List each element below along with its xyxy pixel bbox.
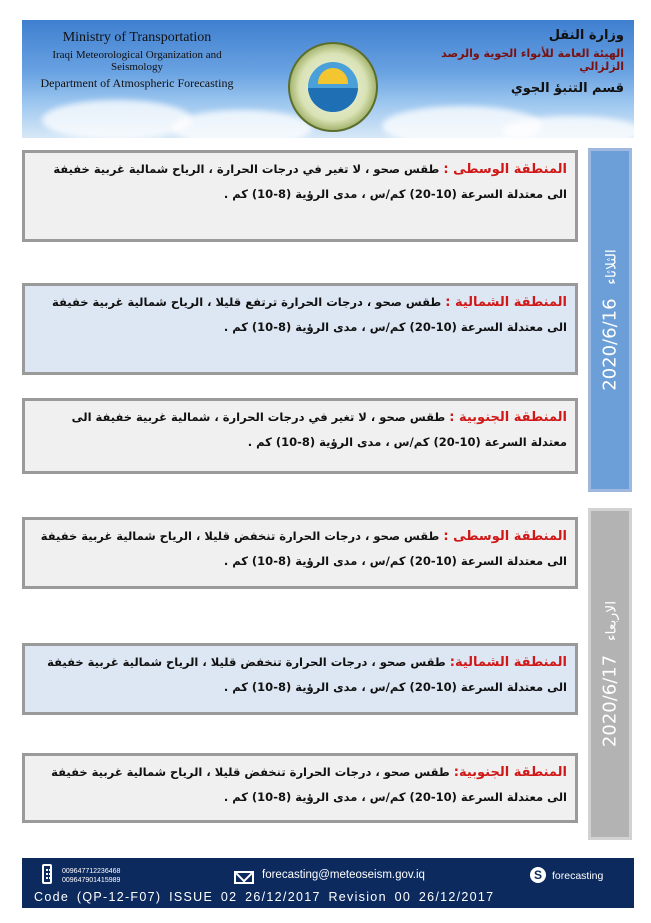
logo-emblem bbox=[308, 62, 358, 112]
organization-name-en: Iraqi Meteorological Organization and Seismology bbox=[52, 49, 222, 73]
forecast-text: طقس صحو ، لا تغير في درجات الحرارة ، الرياح شمالية غربية خفيفة الى معتدلة السرعة (10-20) كم/س ، مدى الرؤية (8-10) كم . bbox=[53, 162, 567, 201]
forecast-south-day1 bbox=[22, 398, 578, 474]
region-name: المنطقة الشمالية : bbox=[445, 295, 567, 310]
phone-number: 009647712236468 bbox=[62, 868, 121, 875]
header-english bbox=[32, 30, 242, 91]
forecast-central-day2 bbox=[22, 517, 578, 589]
date-bar-day1 bbox=[588, 148, 632, 492]
forecast-text: طقس صحو ، درجات الحرارة تنخفض قليلا ، الرياح شمالية غربية خفيفة الى معتدلة السرعة (10-20) كم/س ، مدى الرؤية (8-10) كم . bbox=[47, 655, 567, 694]
region-name: المنطقة الجنوبية: bbox=[453, 765, 567, 780]
date-value: 2020/6/17 bbox=[599, 654, 621, 748]
forecast-text: طقس صحو ، درجات الحرارة تنخفض قليلا ، الرياح شمالية غربية خفيفة الى معتدلة السرعة (10-20) كم/س ، مدى الرؤية (8-10) كم . bbox=[51, 765, 567, 804]
mail-icon bbox=[234, 871, 254, 884]
forecast-text: طقس صحو ، لا تغير في درجات الحرارة ، شمالية غربية خفيفة الى معتدلة السرعة (10-20) كم/س ، مدى الرؤية (8-10) كم . bbox=[71, 410, 567, 449]
cloud-decoration bbox=[42, 100, 192, 138]
forecast-north-day2 bbox=[22, 643, 578, 715]
organization-logo bbox=[288, 42, 378, 132]
forecast-central-day1 bbox=[22, 150, 578, 242]
phone-number: 009647901415989 bbox=[62, 877, 121, 884]
ministry-name-ar: وزارة النقل bbox=[548, 28, 624, 43]
day-name: الاربعاء bbox=[603, 600, 620, 642]
document-code: Code (QP-12-F07) ISSUE 02 26/12/2017 Revision 00 26/12/2017 bbox=[34, 890, 495, 904]
forecast-text: طقس صحو ، درجات الحرارة ترتفع قليلا ، الرياح شمالية غربية خفيفة الى معتدلة السرعة (10-20) كم/س ، مدى الرؤية (8-10) كم . bbox=[52, 295, 567, 334]
water-icon bbox=[308, 88, 358, 112]
sun-icon bbox=[318, 68, 348, 84]
skype-handle[interactable]: forecasting bbox=[552, 870, 604, 882]
phone-icon bbox=[42, 864, 52, 884]
phone-numbers bbox=[62, 867, 120, 885]
region-name: المنطقة الوسطى : bbox=[443, 162, 567, 177]
region-name: المنطقة الشمالية: bbox=[449, 655, 567, 670]
department-name-ar: قسم التنبؤ الجوي bbox=[510, 81, 624, 96]
region-name: المنطقة الجنوبية : bbox=[449, 410, 567, 425]
organization-name-ar: الهيئة العامة للأنواء الجوية والرصد الزلزالي bbox=[441, 47, 624, 73]
header-arabic bbox=[394, 28, 624, 96]
forecast-north-day1 bbox=[22, 283, 578, 375]
cloud-decoration bbox=[172, 110, 312, 138]
ministry-name-en: Ministry of Transportation bbox=[62, 30, 212, 45]
department-name-en: Department of Atmospheric Forecasting bbox=[40, 76, 234, 90]
header-banner bbox=[22, 20, 634, 138]
forecast-south-day2 bbox=[22, 753, 578, 823]
date-value: 2020/6/16 bbox=[599, 298, 621, 391]
skype-icon: S bbox=[530, 867, 546, 883]
region-name: المنطقة الوسطى : bbox=[443, 529, 567, 544]
footer bbox=[22, 858, 634, 908]
email-link[interactable]: forecasting@meteoseism.gov.iq bbox=[262, 869, 425, 881]
date-bar-day2 bbox=[588, 508, 632, 840]
forecast-text: طقس صحو ، درجات الحرارة تنخفض قليلا ، الرياح شمالية غربية خفيفة الى معتدلة السرعة (10-20) كم/س ، مدى الرؤية (8-10) كم . bbox=[40, 529, 567, 568]
day-name: الثلاثاء bbox=[603, 249, 620, 285]
date-label bbox=[600, 249, 621, 391]
date-label bbox=[600, 601, 621, 747]
